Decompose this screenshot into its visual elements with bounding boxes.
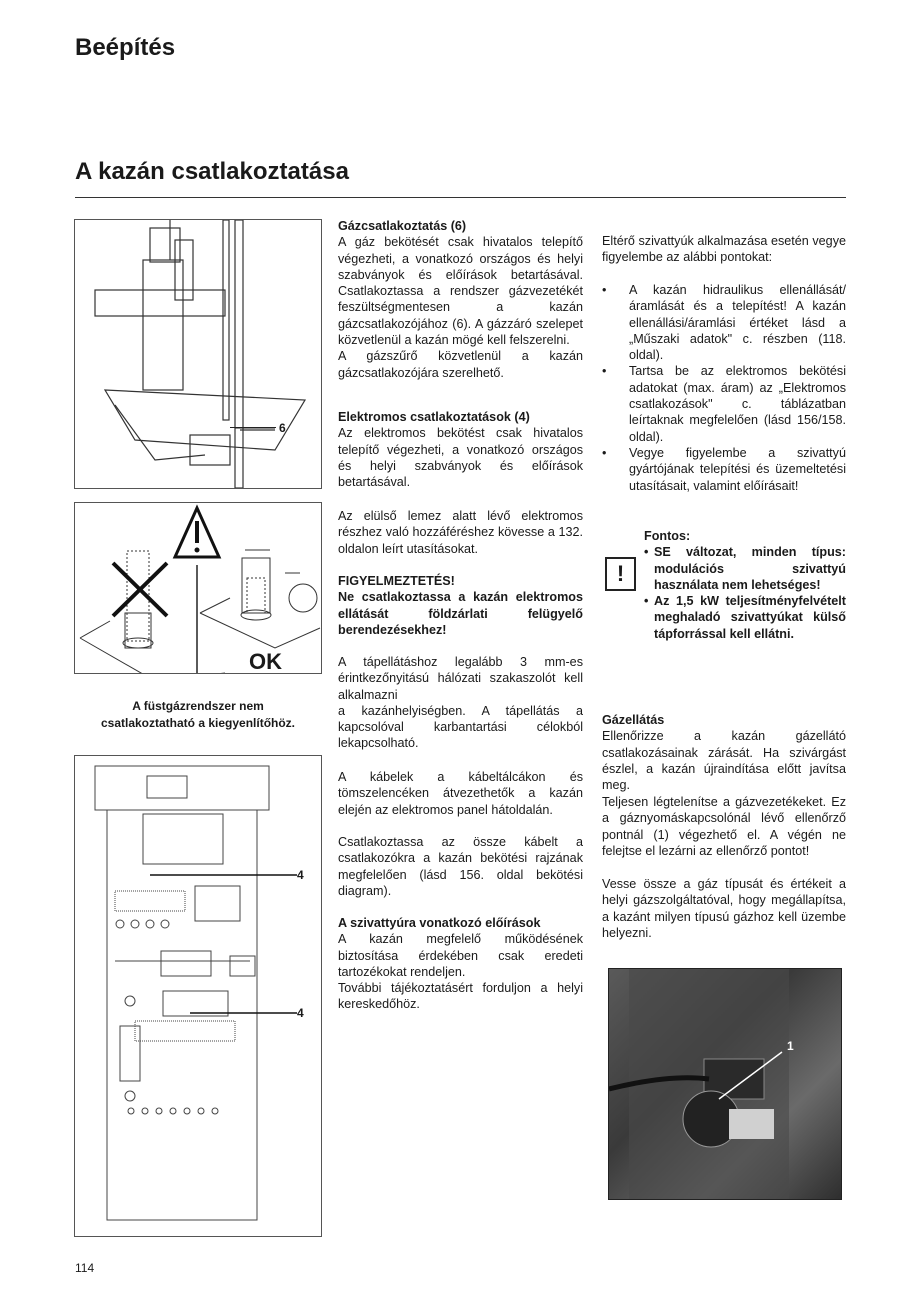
bullet-item: • Vegye figyelembe a szivattyú gyártójának telepítési és üzemeltetési utasításait, valamint előírásait! [602,445,846,494]
electrical-heading: Elektromos csatlakoztatások (4) [338,410,530,424]
gas-supply-section [602,712,846,793]
exclamation-icon: ! [605,557,636,591]
bullet-item: • Tartsa be az elektromos bekötési adatokat (max. áram) az „Elektromos csatlakozások" c. táblázatban leírtaknak megfelelően (lásd 156/158. oldal). [602,363,846,444]
pump-bullets [602,282,846,494]
electrical-text: Az elektromos bekötést csak hivatalos telepítő végezheti, a vonatkozó országos és helyi szabványok és előírások betartásával. [338,426,583,490]
gas-supply-text-1: Ellenőrizze a kazán gázellátó csatlakozásainak zárását. Ha szivárgást észlel, a kazán újraindítása előtt javítsa meg. [602,729,846,793]
gas-connection-figure [74,219,322,489]
gas-connection-section [338,218,583,381]
important-item: • SE változat, minden típus: modulációs szivattyú használata nem lehetséges! [644,544,846,593]
warning-section [338,573,583,638]
flue-figure-caption [74,698,322,732]
section-title: Beépítés [75,34,176,61]
page-title: A kazán csatlakoztatása [75,158,349,185]
bullet-item: • A kazán hidraulikus ellenállását/áramlását és a telepítést! A kazán ellenállási/áramlási értéket lásd a „Műszaki adatok" c. részben (118. oldal). [602,282,846,363]
panel-drawing [75,756,321,1236]
gas-connection-text: A gáz bekötését csak hivatalos telepítő végezheti, a vonatkozó országos és helyi szabványok és előírások betartásával. Csatlakoztassa a rendszer gázvezetékét feszültségmentesen a kazán gázcsatlakozójához (6). A gázzáró szelepet közvetlenül a kazán mögé kell felszerelni. [338,235,583,348]
flue-drawing [75,503,321,673]
title-divider [75,197,846,198]
callout-1: 1 [787,1039,794,1053]
callout-6: 6 [279,421,286,435]
supply-text-2: a kazánhelyiségben. A tápellátás a kapcsolóval karbantartási célokból lekapcsolható. [338,703,583,751]
callout-4-lower: 4 [297,1006,304,1020]
gas-supply-text-3: Vesse össze a gáz típusát és értékeit a helyi gázszolgáltatóval, hogy megállapítsa, a kazánt milyen típusú gázhoz kell üzembe helyezni. [602,877,846,940]
gas-supply-text-2: Teljesen légtelenítse a gázvezetékeket. Ez a gáznyomáskapcsolónál lévő ellenőrző pontnál (1) végezhető el. A végén ne felejtse el lezárni az ellenőrző pontot! [602,795,846,858]
flue-figure [74,502,322,674]
access-text: Az elülső lemez alatt lévő elektromos részhez való hozzáféréshez kövesse a 132. oldalon leírt utasításokat. [338,509,583,556]
important-note [644,528,846,642]
page-number: 114 [75,1261,95,1275]
ok-label: OK [249,649,282,674]
pump-text-2: További tájékoztatásért forduljon a helyi kereskedőhöz. [338,981,583,1012]
cables-text: A kábelek a kábeltálcákon és tömszelencéken átvezethetők a kazán elején az elektromos panel hátoldalán. [338,770,583,817]
pump-intro: Eltérő szivattyúk alkalmazása esetén vegye figyelembe az alábbi pontokat: [602,234,846,265]
caption-line-2: csatlakoztatható a kiegyenlítőhöz. [100,716,296,730]
warning-triangle-icon [175,508,219,557]
gas-filter-text: A gázszűrő közvetlenül a kazán gázcsatlakozójára szerelhető. [338,349,583,380]
caption-line-1: A füstgázrendszer nem [132,699,264,713]
electrical-section [338,409,583,490]
gas-pressure-switch-photo [608,968,842,1200]
photo-content [609,969,841,1199]
important-title: Fontos: [644,529,691,543]
gas-connection-heading: Gázcsatlakoztatás (6) [338,219,467,233]
connect-text: Csatlakoztassa az össze kábelt a csatlakozókra a kazán bekötési rajzának megfelelően (lásd 156. oldal bekötési diagram). [338,835,583,898]
supply-section [338,654,583,752]
warning-text: Ne csatlakoztassa a kazán elektromos ellátását földzárlati felügyelő berendezésekhez! [338,590,583,637]
warning-title: FIGYELMEZTETÉS! [338,574,455,588]
callout-line-6 [230,427,276,428]
gas-pipe-drawing [75,220,321,488]
pump-text-1: A kazán megfelelő működésének biztosítása érdekében csak eredeti tartozékokat rendeljen. [338,932,583,979]
gas-supply-heading: Gázellátás [602,713,665,727]
supply-text-1: A tápellátáshoz legalább 3 mm-es érintkezőnyitású hálózati szakaszolót kell alkalmazni [338,655,583,702]
callout-4-upper: 4 [297,868,304,882]
important-item: • Az 1,5 kW teljesítményfelvételt meghaladó szivattyúkat külső tápforrással kell ellátni. [644,593,846,642]
pump-section [338,915,583,1013]
pump-heading: A szivattyúra vonatkozó előírások [338,916,541,930]
electrical-panel-figure [74,755,322,1237]
